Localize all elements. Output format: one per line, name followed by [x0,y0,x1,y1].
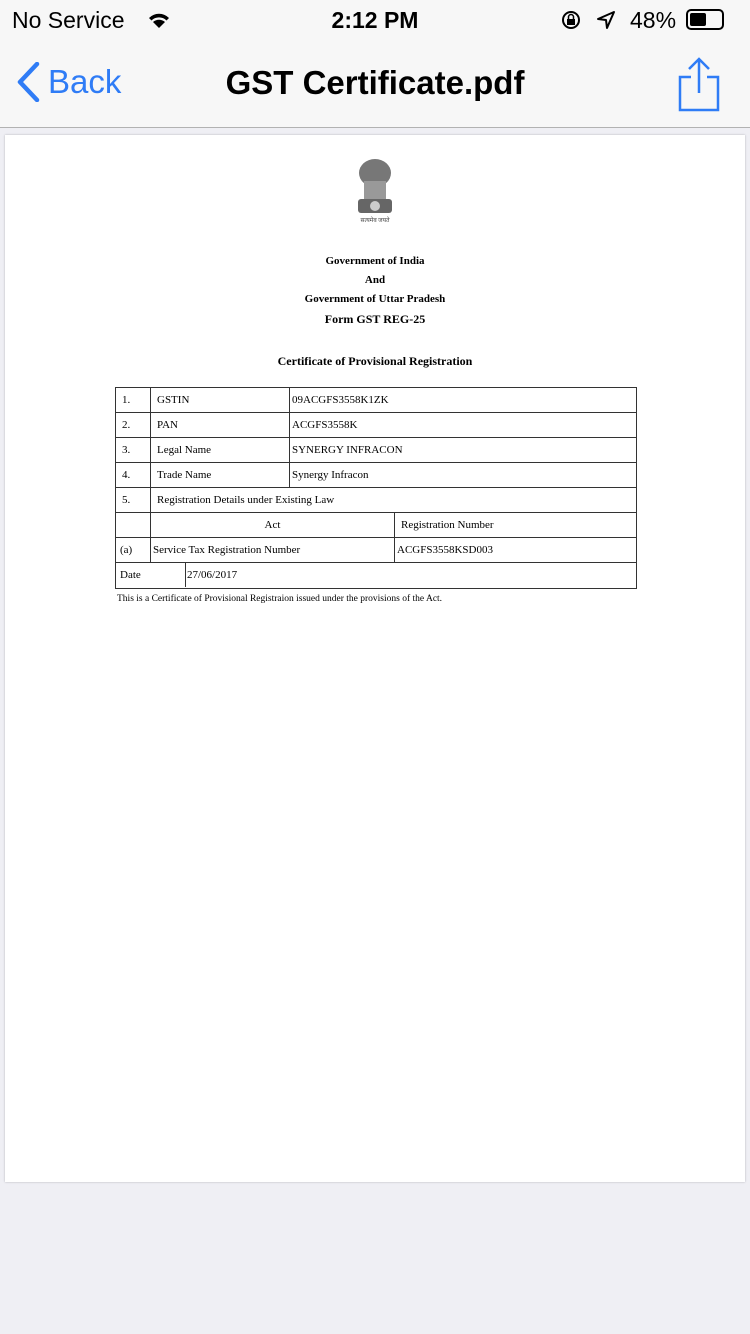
registration-table [115,387,637,589]
date-row [116,563,636,588]
table-row [116,488,636,513]
date-value: 27/06/2017 [185,563,237,587]
table-row [116,538,636,563]
table-subheader-row [116,513,636,538]
form-number: Form GST REG-25 [324,312,426,326]
act-header: Act [150,513,394,537]
orientation-lock-icon [561,10,583,30]
row-number: 2. [122,419,131,431]
row-label: GSTIN [150,388,189,412]
table-row [116,438,636,463]
row-value: SYNERGY INFRACON [289,438,403,462]
row-number: (a) [120,544,133,556]
clock: 2:12 PM [331,7,419,33]
row-label: Trade Name [150,463,211,487]
table-row [116,413,636,438]
row-label: Legal Name [150,438,211,462]
row-number: 1. [122,394,131,406]
header-line: Government of India [325,255,425,267]
header-line: Government of Uttar Pradesh [304,293,446,305]
page-title: GST Certificate.pdf [225,64,525,101]
navigation-bar [0,40,750,128]
date-label: Date [120,569,141,581]
row-label: Registration Details under Existing Law [150,488,334,512]
row-value: ACGFS3558K [289,413,357,437]
location-icon [596,10,616,30]
row-number: 3. [122,444,131,456]
table-row [116,388,636,413]
footer-note: This is a Certificate of Provisional Registraion issued under the provisions of the Act. [117,594,443,604]
share-button[interactable] [676,56,722,114]
back-label: Back [48,63,122,100]
carrier-label: No Service [12,7,125,33]
battery-icon [686,9,724,30]
battery-percent: 48% [630,7,677,33]
row-number: 4. [122,469,131,481]
header-line: And [364,274,386,286]
chevron-left-icon [16,62,40,102]
national-emblem-icon [350,153,400,223]
registration-number-header: Registration Number [394,513,494,537]
row-label: PAN [150,413,178,437]
certificate-heading: Certificate of Provisional Registration [277,354,473,368]
back-button[interactable] [16,62,121,102]
pdf-page [5,135,745,1182]
table-row [116,463,636,488]
status-bar [0,0,750,40]
registration-number-value: ACGFS3558KSD003 [394,538,493,562]
row-number: 5. [122,494,131,506]
svg-text:सत्यमेव जयते: सत्यमेव जयते [360,218,390,223]
act-value: Service Tax Registration Number [150,538,300,562]
row-value: 09ACGFS3558K1ZK [289,388,389,412]
row-value: Synergy Infracon [289,463,368,487]
